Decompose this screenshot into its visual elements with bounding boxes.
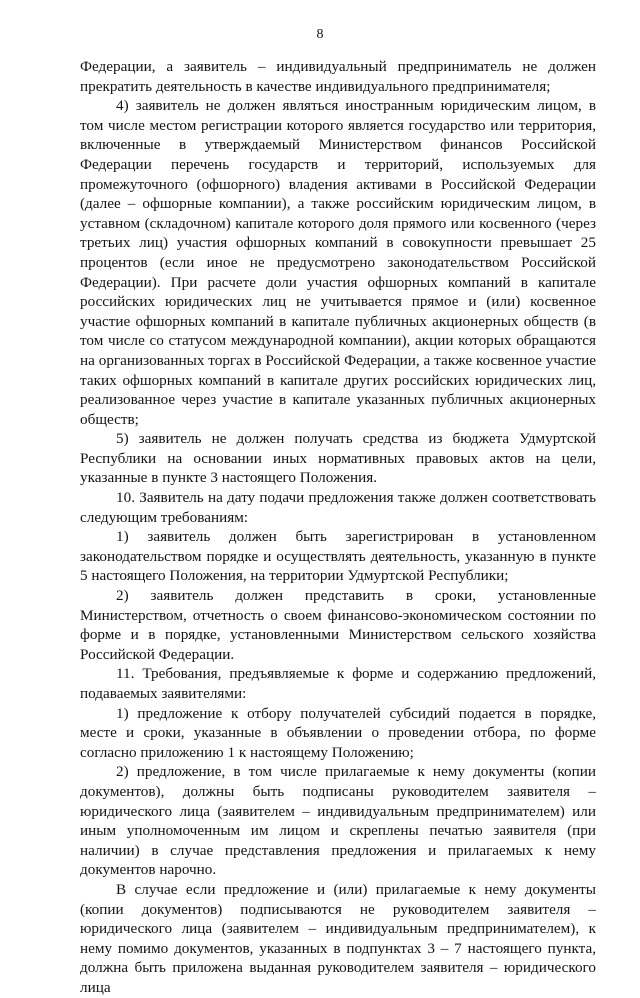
paragraph-clause-10-item-2: 2) заявитель должен представить в сроки, установленные Министерством, отчетность о своем финансово-экономическом состоянии по форме и в порядке, установленными Министерством сельского хозяйства Российской Федерации. — [80, 587, 596, 663]
paragraph-clause-11-note: В случае если предложение и (или) прилагаемые к нему документы (копии документов) подписываются не руководителем заявителя – юридического лица (заявителем – индивидуальным предпринимателем), к нему помимо документов, указанных в подпунктах 3 – 7 настоящего пункта, должна быть приложена выданная руководителем заявителя – юридического лица — [80, 880, 596, 996]
paragraph-clause-11: 11. Требования, предъявляемые к форме и содержанию предложений, подаваемых заявителями: — [80, 665, 596, 702]
paragraph-clause-10-item-1: 1) заявитель должен быть зарегистрирован в установленном законодательством порядке и осуществлять деятельность, указанную в пункте 5 настоящего Положения, на территории Удмуртской Республики; — [80, 528, 596, 585]
paragraph-item-5: 5) заявитель не должен получать средства из бюджета Удмуртской Республики на основании иных нормативных правовых актов на цели, указанные в пункте 3 настоящего Положения. — [80, 430, 596, 487]
paragraph-clause-10: 10. Заявитель на дату подачи предложения также должен соответствовать следующим требованиям: — [80, 489, 596, 526]
page-number: 8 — [316, 27, 324, 42]
paragraph-continuation: Федерации, а заявитель – индивидуальный предприниматель не должен прекратить деятельность в качестве индивидуального предпринимателя; — [80, 58, 596, 95]
paragraph-item-4: 4) заявитель не должен являться иностранным юридическим лицом, в том числе местом регистрации которого является государство или территория, включенные в утверждаемый Министерством финансов Российской Федерации перечень государств и территорий, используемых для промежуточного (офшорного) владения активами в Российской Федерации (далее – офшорные компании), а также российским юридическим лицом, в уставном (складочном) капитале которого доля прямого или косвенного (через третьих лиц) участия офшорных компаний в совокупности превышает 25 процентов (если иное не предусмотрено законодательством Российской Федерации). При расчете доли участия офшорных компаний в капитале российских юридических лиц не учитывается прямое и (или) косвенное участие офшорных компаний в капитале публичных акционерных обществ (в том числе со статусом международной компании), акции которых обращаются на организованных торгах в Российской Федерации, а также косвенное участие таких офшорных компаний в капитале других российских юридических лиц, реализованное через участие в капитале указанных публичных акционерных обществ; — [80, 97, 596, 428]
paragraph-clause-11-item-1: 1) предложение к отбору получателей субсидий подается в порядке, месте и сроки, указанные в объявлении о проведении отбора, по форме согласно приложению 1 к настоящему Положению; — [80, 704, 596, 761]
document-body — [80, 57, 596, 998]
paragraph-clause-11-item-2: 2) предложение, в том числе прилагаемые к нему документы (копии документов), должны быть подписаны руководителем заявителя – юридического лица (заявителем – индивидуальным предпринимателем) или иным уполномоченным им лицом и скреплены печатью заявителя (при наличии) в случае представления предложения и прилагаемых к нему документов нарочно. — [80, 763, 596, 879]
